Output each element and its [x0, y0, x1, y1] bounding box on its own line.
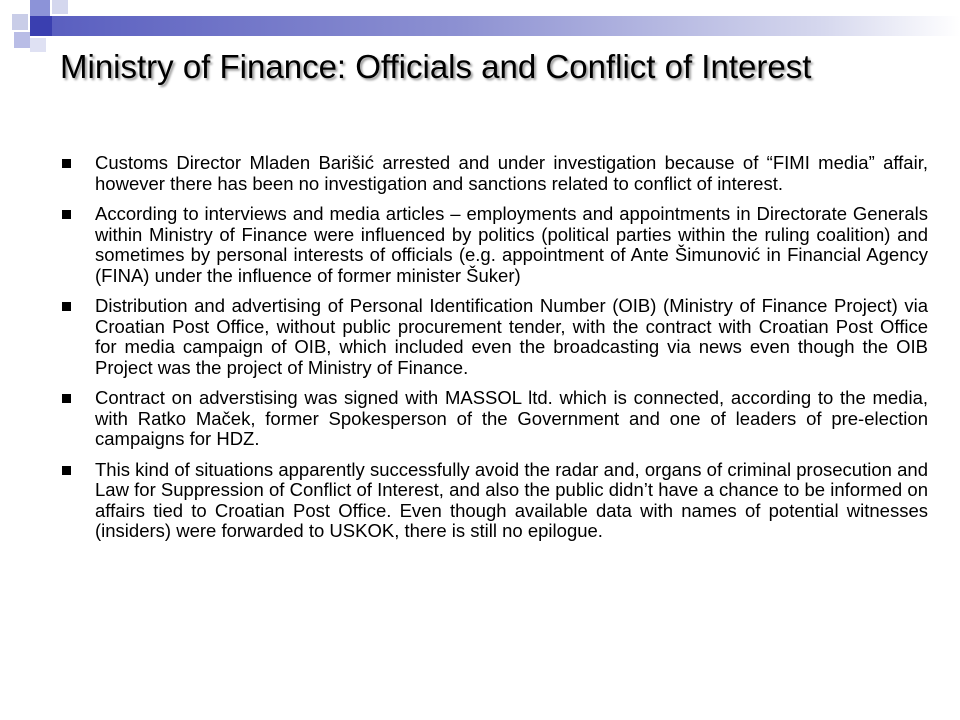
square-bullet-icon [62, 302, 71, 311]
slide-title: Ministry of Finance: Officials and Conflict of Interest [60, 48, 812, 85]
decorative-square [52, 0, 68, 14]
bullet-item [62, 153, 928, 194]
square-bullet-icon [62, 394, 71, 403]
header-gradient-bar [52, 16, 960, 36]
bullet-item [62, 296, 928, 378]
bullet-list [62, 153, 928, 552]
bullet-text: Distribution and advertising of Personal Identification Number (OIB) (Ministry of Finance Project) via Croatian Post Office, without public procurement tender, with the contract with Croatian Post Office for media campaign of OIB, which included even the broadcasting via news even though the OIB Project was the project of Ministry of Finance. [95, 295, 928, 378]
bullet-item [62, 460, 928, 542]
square-bullet-icon [62, 210, 71, 219]
square-bullet-icon [62, 466, 71, 475]
bullet-item [62, 204, 928, 286]
decorative-square [30, 38, 46, 52]
decorative-square [12, 14, 28, 30]
bullet-text: Customs Director Mladen Barišić arrested and under investigation because of “FIMI media” affair, however there has been no investigation and sanctions related to conflict of interest. [95, 152, 928, 194]
decorative-square [30, 0, 50, 16]
square-bullet-icon [62, 159, 71, 168]
bullet-item [62, 388, 928, 450]
decorative-square [14, 32, 30, 48]
decorative-square [30, 16, 52, 36]
bullet-text: Contract on adverstising was signed with MASSOL ltd. which is connected, according to the media, with Ratko Maček, former Spokesperson of the Government and one of leaders of pre-election campaigns for HDZ. [95, 387, 928, 449]
bullet-text: According to interviews and media articles – employments and appointments in Directorate Generals within Ministry of Finance were influenced by politics (political parties within the ruling coalition) and sometimes by personal interests of officials (e.g. appointment of Ante Šimunović in Financial Agency (FINA) under the influence of former minister Šuker) [95, 203, 928, 286]
bullet-text: This kind of situations apparently successfully avoid the radar and, organs of criminal prosecution and Law for Suppression of Conflict of Interest, and also the public didn’t have a chance to be informed on affairs tied to Croatian Post Office. Even though available data with names of potential witnesses (insiders) were forwarded to USKOK, there is still no epilogue. [95, 458, 928, 541]
